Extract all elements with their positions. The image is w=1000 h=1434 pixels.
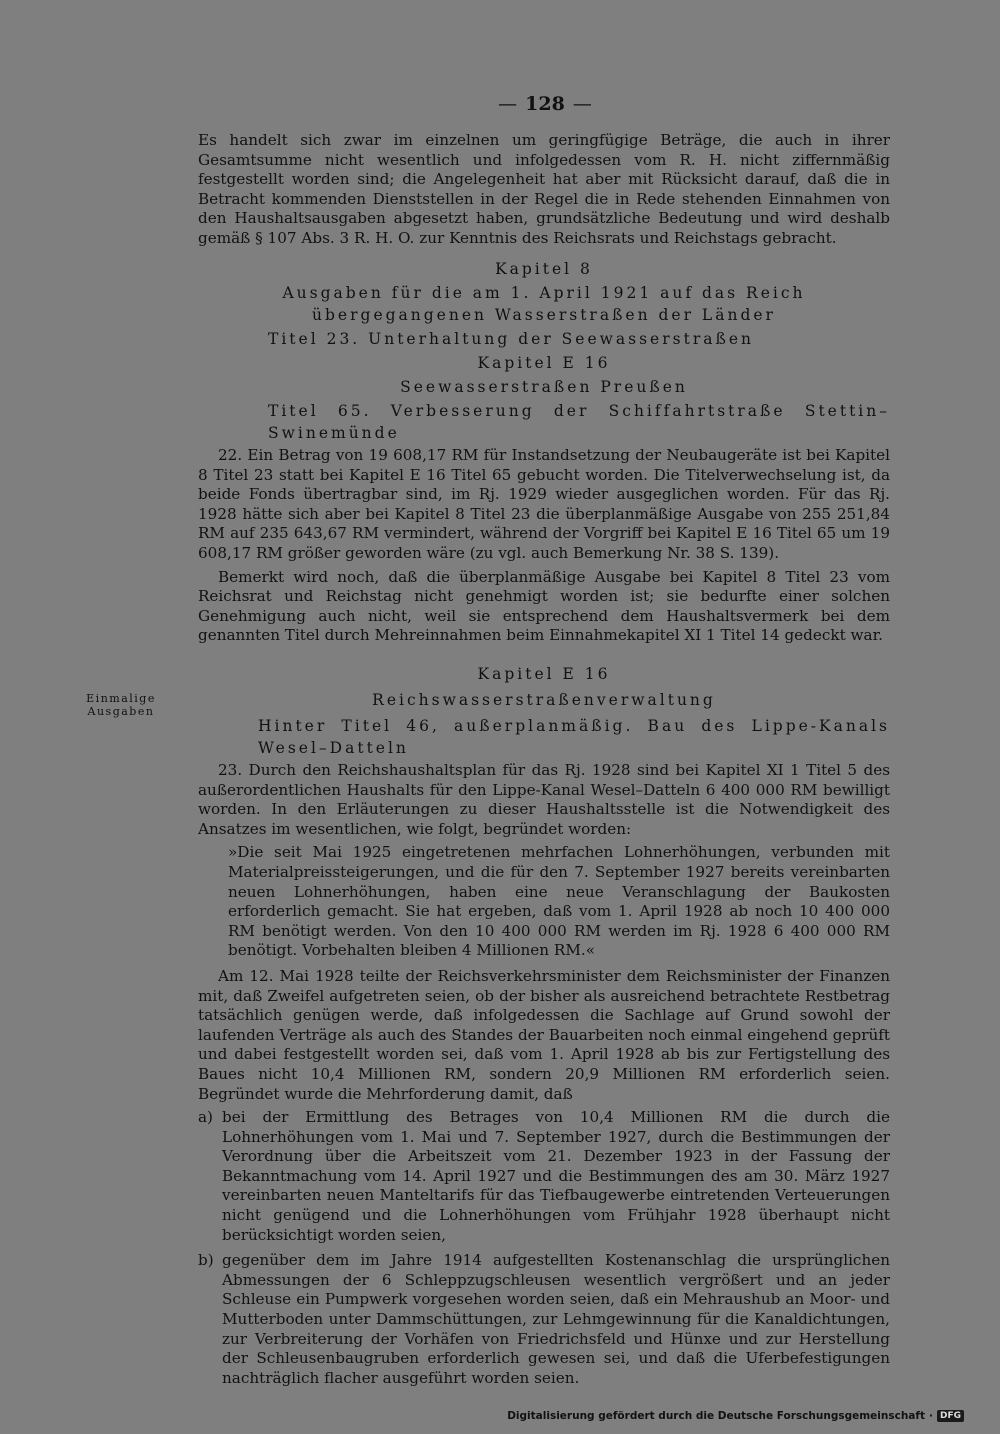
paragraph-23: 23. Durch den Reichshaushaltsplan für das Rj. 1928 sind bei Kapitel XI 1 Titel 5 des außerordentlichen Haushalts für den Lippe-Kanal Wesel–Datteln 6 400 000 RM bewilligt worden. In den Erläuterungen zu dieser Haushaltsstelle ist die Notwendigkeit des Ansatzes im wesentlichen, wie folgt, begründet worden:: [198, 761, 890, 838]
kapitel-e16-title: Reichswasserstraßenverwaltung: [372, 691, 716, 709]
kapitel-e16-heading: Kapitel E 16: [477, 665, 611, 683]
footer-credit: [507, 1410, 964, 1422]
paragraph-22: 22. Ein Betrag von 19 608,17 RM für Instandsetzung der Neubaugeräte ist bei Kapitel 8 Titel 23 statt bei Kapitel E 16 Titel 65 gebucht worden. Die Titelverwechselung ist, da beide Fonds übertragbar sind, im Rj. 1929 wieder ausgeglichen worden. Für das Rj. 1928 hätte sich aber bei Kapitel 8 Titel 23 die überplanmäßige Ausgabe von 255 251,84 RM auf 235 643,67 RM vermindert, während der Vorgriff bei Kapitel E 16 Titel 65 um 19 608,17 RM größer geworden wäre (zu vgl. auch Bemerkung Nr. 38 S. 139).: [198, 446, 890, 562]
titel2-heading: Titel 65. Verbesserung der Schiffahrtstraße Stettin–Swinemünde: [268, 402, 890, 442]
intro-paragraph: Es handelt sich zwar im einzelnen um geringfügige Beträge, die auch in ihrer Gesamtsumme nicht wesentlich und infolgedessen vom R. H. nicht ziffernmäßig festgestellt worden sind; die Angelegenheit hat aber mit Rücksicht darauf, daß die in Betracht kommenden Dienststellen in der Regel die in Rede stehenden Einnahmen von den Haushaltsausgaben abgesetzt haben, grundsätzliche Bedeutung und wird deshalb gemäß § 107 Abs. 3 R. H. O. zur Kenntnis des Reichsrats und Reichstags gebracht.: [198, 131, 890, 247]
paragraph-mai: Am 12. Mai 1928 teilte der Reichsverkehrsminister dem Reichsminister der Finanzen mit, daß Zweifel aufgetreten seien, ob der bisher als ausreichend betrachtete Restbetrag tatsächlich genügen werde, daß infolgedessen die Sachlage auf Grund sowohl der laufenden Verträge als auch des Standes der Bauarbeiten noch einmal eingehend geprüft und dabei festgestellt worden sei, daß vom 1. April 1928 ab bis zur Fertigstellung des Baues nicht 10,4 Millionen RM, sondern 20,9 Millionen RM erforderlich seien. Begründet wurde die Mehrforderung damit, daß: [198, 966, 890, 1103]
list-item-b-text: gegenüber dem im Jahre 1914 aufgestellten Kostenanschlag die ursprünglichen Abmessungen der 6 Schleppzugschleusen wesentlich vergrößert und an jeder Schleuse ein Pumpwerk vorgesehen worden seien, daß ein Mehraushub an Moor- und Mutterboden unter Dammschüttungen, zur Lehmgewinnung für die Kanaldichtungen, zur Verbreiterung der Vorhäfen von Friedrichsfeld und Hünxe und zur Herstellung der Schleusenbaugruben erforderlich gewesen sei, und daß die Uferbefestigungen nachträglich flacher ausgeführt worden seien.: [222, 1251, 890, 1387]
dfg-logo-icon: DFG: [937, 1410, 964, 1422]
footer-separator: ·: [928, 1410, 933, 1422]
footer-text: Digitalisierung gefördert durch die Deutsche Forschungsgemeinschaft: [507, 1410, 925, 1422]
list-item-a-label: a): [198, 1108, 213, 1127]
margin-note-line2: Ausgaben: [87, 705, 155, 718]
margin-note-line1: Einmalige: [86, 692, 156, 705]
kapitel-e-heading: Kapitel E 16: [477, 354, 611, 372]
section-kapitel-e16: [198, 663, 890, 1388]
paragraph-bemerkt: Bemerkt wird noch, daß die überplanmäßige Ausgabe bei Kapitel 8 Titel 23 vom Reichsrat und Reichstag nicht genehmigt worden ist; sie bedurfte einer solchen Genehmigung auch nicht, weil sie entsprechend dem Haushaltsvermerk bei dem genannten Titel durch Mehreinnahmen beim Einnahmekapitel XI 1 Titel 14 gedeckt war.: [198, 567, 890, 645]
list-item-a-text: bei der Ermittlung des Betrages von 10,4 Millionen RM die durch die Lohnerhöhungen vom 1. Mai und 7. September 1927, durch die Bestimmungen der Verordnung über die Arbeitszeit vom 21. Dezember 1923 in der Fassung der Bekanntmachung vom 14. April 1927 und die Bestimmungen des am 30. März 1927 vereinbarten neuen Manteltarifs für das Tiefbaugewerbe eintretenden Verteuerungen nicht genügend und die Lohnerhöhungen vom Frühjahr 1928 überhaupt nicht berücksichtigt worden seien,: [222, 1108, 890, 1244]
list-item-a: [198, 1108, 890, 1245]
section-kapitel-8: [198, 258, 890, 646]
page-number-dash-right: —: [572, 93, 592, 115]
kapitel-heading: Kapitel 8: [495, 260, 593, 278]
quote-block: »Die seit Mai 1925 eingetretenen mehrfachen Lohnerhöhungen, verbunden mit Materialpreissteigerungen, und die für den 7. September 1927 bereits vereinbarten neuen Lohnerhöhungen, haben eine neue Veranschlagung der Baukosten erforderlich gemacht. Sie hat ergeben, daß vom 1. April 1928 ab noch 10 400 000 RM benötigt werden. Von den 10 400 000 RM werden im Rj. 1928 6 400 000 RM benötigt. Vorbehalten bleiben 4 Millionen RM.«: [228, 843, 890, 960]
titel-heading: Titel 23. Unterhaltung der Seewasserstraßen: [268, 330, 754, 348]
kapitel-title: Ausgaben für die am 1. April 1921 auf das Reich übergegangenen Wasserstraßen der Länder: [282, 284, 806, 324]
list-item-b-label: b): [198, 1251, 214, 1270]
page-number: [480, 93, 610, 115]
section-subtitle: Seewasserstraßen Preußen: [400, 378, 688, 396]
intro-block: [198, 131, 890, 249]
page-number-dash-left: —: [498, 93, 518, 115]
titel46-heading: Hinter Titel 46, außerplanmäßig. Bau des Lippe-Kanals Wesel–Datteln: [258, 717, 890, 757]
list-item-b: [198, 1251, 890, 1388]
page-number-value: 128: [525, 93, 565, 115]
margin-note: [82, 692, 160, 718]
